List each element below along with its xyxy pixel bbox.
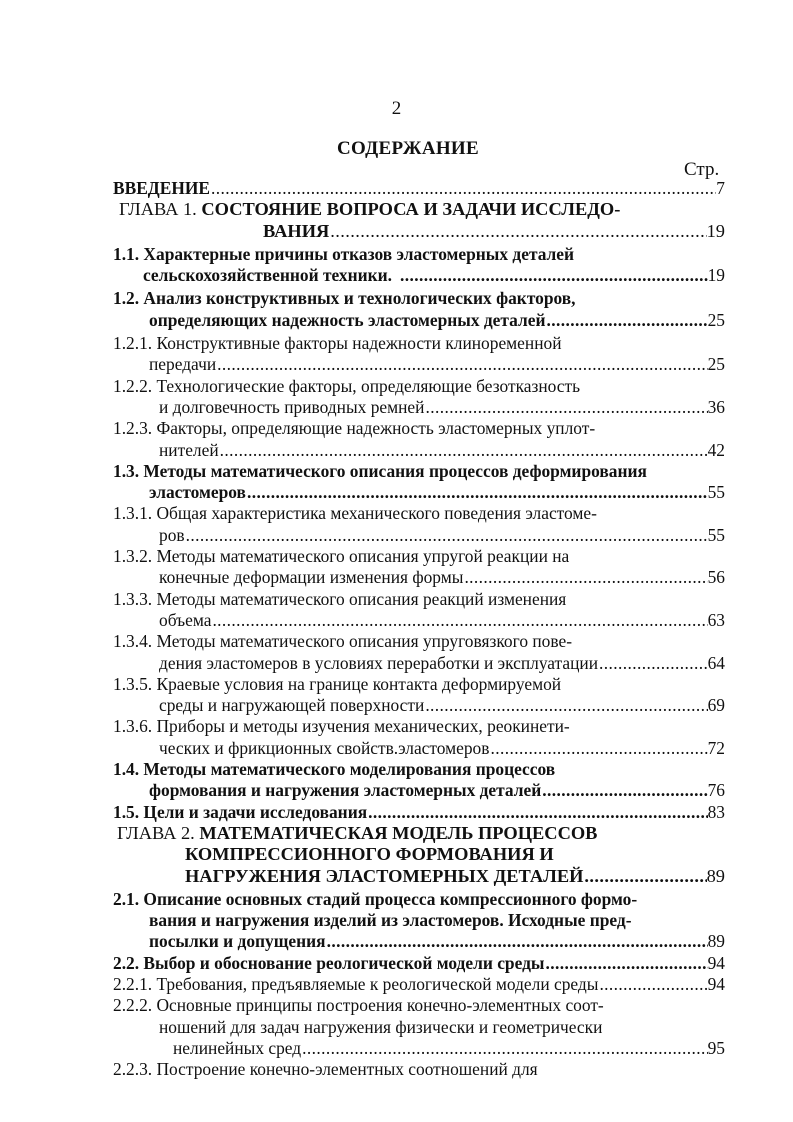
toc-entry-title-cont: ношений для задач нагружения физически и геометрически [159,1016,603,1037]
toc-entry-title: 1.3.4. Методы математического описания упруговязкого пове- [113,631,572,652]
toc-page-number: 55 [707,524,725,545]
toc-entry-title: 1.3. Методы математического описания процессов деформирования [113,460,647,481]
toc-page-number: 89 [707,931,725,952]
toc-entry-title: 1.2.1. Конструктивные факторы надежности клиноременной [113,333,562,354]
toc-entry-1-2[interactable] [113,288,725,331]
toc-page-number: 19 [707,265,725,286]
toc-entry-2-2-2[interactable] [113,995,725,1059]
toc-page-number: 72 [707,737,725,758]
toc-page-number: 19 [706,220,725,241]
toc-entry-1-3-1[interactable] [113,503,725,546]
toc-page-number: 25 [707,309,725,330]
toc-entry-title: 1.3.6. Приборы и методы изучения механических, реокинети- [113,716,570,737]
toc-entry-1-3-3[interactable] [113,589,725,632]
toc-page-number: 89 [706,865,725,886]
toc-entry-title-cont: посылки и допущения [149,931,326,952]
toc-entry-title: 1.2. Анализ конструктивных и технологических факторов, [113,288,576,309]
toc-entry-2-2-3[interactable] [113,1059,725,1080]
toc-entry-title: 1.2.3. Факторы, определяющие надежность эластомерных уплот- [113,418,596,439]
toc-entry-title-cont: эластомеров [149,482,246,503]
toc-entry-2-2[interactable] [113,953,725,974]
toc-entry-1-4[interactable] [113,759,725,802]
toc-page-number: 76 [707,780,725,801]
chapter-title-cont: ВАНИЯ [263,220,330,241]
toc-entry-title-cont: нелинейных сред [173,1037,302,1058]
toc-page-number: 95 [707,1037,725,1058]
toc-entry-title-cont: сельскохозяйственной техники. [143,265,393,286]
toc-entry-title-cont: передачи [149,354,217,375]
toc-entry-introduction[interactable] [113,178,725,199]
toc-entry-1-2-2[interactable] [113,376,725,419]
toc-entry-title: 1.2.2. Технологические факторы, определяющие безотказность [113,375,581,396]
chapter-title-cont: КОМПРЕССИОННОГО ФОРМОВАНИЯ И [185,844,554,865]
toc-entry-1-2-3[interactable] [113,418,725,461]
toc-entry-2-2-1[interactable] [113,974,725,995]
chapter-title: СОСТОЯНИЕ ВОПРОСА И ЗАДАЧИ ИССЛЕДО- [201,199,621,220]
toc-page-number: 94 [707,973,725,994]
toc-entry-1-3-5[interactable] [113,674,725,717]
toc-page-number: 94 [707,952,725,973]
toc-entry-title: ВВЕДЕНИЕ [113,178,211,198]
toc-entry-title-cont: вания и нагружения изделий из эластомеров. Исходные пред- [149,910,632,931]
toc-entry-title-cont: объема [159,609,212,630]
table-of-contents [113,178,725,1080]
chapter-title-cont: НАГРУЖЕНИЯ ЭЛАСТОМЕРНЫХ ДЕТАЛЕЙ [185,865,584,886]
toc-entry-title: 1.3.5. Краевые условия на границе контакта деформируемой [113,673,562,694]
toc-entry-title-cont: и долговечность приводных ремней [159,396,425,417]
toc-entry-title: 1.3.1. Общая характеристика механического поведения эластоме- [113,503,597,524]
toc-entry-title-cont: дения эластомеров в условиях переработки и эксплуатации [159,652,599,673]
toc-entry-title: 1.3.3. Методы математического описания реакций изменения [113,588,567,609]
toc-page-number: 56 [707,567,725,588]
toc-entry-title: 2.2.2. Основные принципы построения конечно-элементных соот- [113,995,604,1016]
toc-entry-title: 2.2. Выбор и обоснование реологической модели среды [113,952,545,973]
toc-entry-title: 1.4. Методы математического моделирования процессов [113,759,556,780]
toc-entry-title-cont: конечные деформации изменения формы [159,567,464,588]
toc-entry-title-cont: определяющих надежность эластомерных деталей [149,309,546,330]
page-title: СОДЕРЖАНИЕ [337,138,479,159]
toc-entry-chapter-1[interactable] [113,199,725,242]
toc-page-number: 42 [707,439,725,460]
chapter-title: МАТЕМАТИЧЕСКАЯ МОДЕЛЬ ПРОЦЕССОВ [199,822,598,843]
toc-entry-1-1[interactable] [113,244,725,287]
chapter-prefix: ГЛАВА 2. [117,822,195,843]
toc-page-number: 69 [707,695,725,716]
toc-page-number: 64 [707,652,725,673]
toc-page-number: 25 [707,354,725,375]
toc-page-number: 83 [707,801,725,822]
toc-entry-title: 1.1. Характерные причины отказов эластомерных деталей [113,243,575,264]
toc-page-number: 63 [707,609,725,630]
toc-entry-title-cont: ческих и фрикционных свойств.эластомеров [159,737,490,758]
page-number: 2 [391,98,402,119]
page-column-label: Стр. [684,159,720,180]
toc-page-number: 36 [707,396,725,417]
toc-page-number: 7 [716,178,725,198]
toc-entry-title: 2.2.3. Построение конечно-элементных соотношений для [113,1059,538,1080]
toc-entry-chapter-2[interactable] [113,823,725,887]
toc-entry-1-3[interactable] [113,461,725,504]
toc-entry-title: 2.1. Описание основных стадий процесса компрессионного формо- [113,888,638,909]
toc-entry-2-1[interactable] [113,889,725,953]
toc-entry-1-3-2[interactable] [113,546,725,589]
toc-entry-title: 1.3.2. Методы математического описания упругой реакции на [113,546,570,567]
toc-entry-1-3-6[interactable] [113,716,725,759]
toc-entry-1-3-4[interactable] [113,631,725,674]
toc-page-number: 55 [707,482,725,503]
toc-entry-title: 2.2.1. Требования, предъявляемые к реологической модели среды [113,973,599,994]
toc-entry-1-2-1[interactable] [113,333,725,376]
toc-entry-title-cont: нителей [159,439,219,460]
toc-entry-title: 1.5. Цели и задачи исследования [113,801,368,822]
toc-entry-1-5[interactable] [113,802,725,823]
toc-entry-title-cont: формования и нагружения эластомерных деталей [149,780,542,801]
toc-entry-title-cont: среды и нагружающей поверхности [159,695,425,716]
chapter-prefix: ГЛАВА 1. [119,199,197,220]
toc-entry-title-cont: ров [159,524,185,545]
